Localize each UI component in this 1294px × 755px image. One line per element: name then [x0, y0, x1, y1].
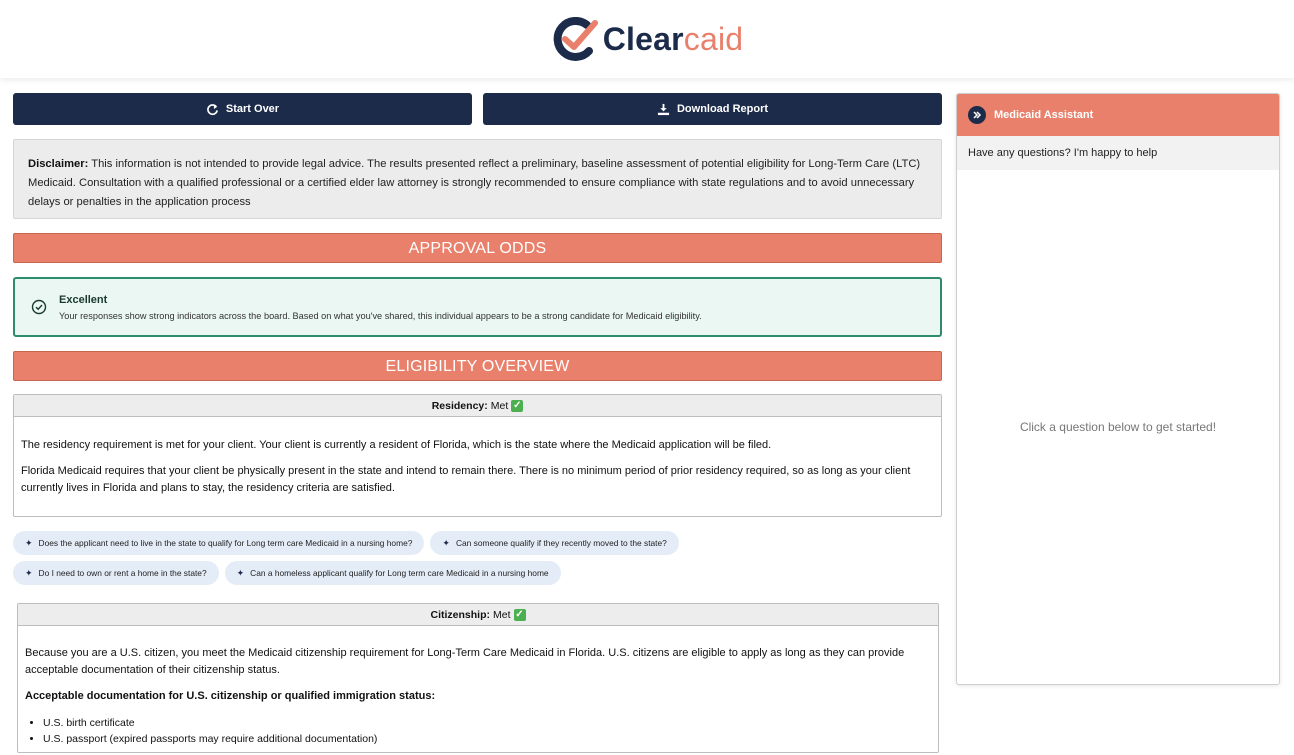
citizenship-paragraph: Because you are a U.S. citizen, you meet the Medicaid citizenship requirement for Long-Term Care Medicaid in Florida. U.S. citizens are eligible to apply as long as they can provide acceptable documentation of their citizenship status. — [25, 647, 905, 676]
question-chip-label: Do I need to own or rent a home in the state? — [38, 568, 207, 578]
assistant-empty-state: Click a question below to get started! — [1019, 420, 1217, 434]
approval-odds-result — [13, 277, 942, 337]
approval-status: Excellent — [59, 293, 108, 306]
assistant-header — [957, 94, 1279, 136]
approval-odds-header: APPROVAL ODDS — [13, 233, 942, 263]
assistant-greeting: Have any questions? I'm happy to help — [957, 136, 1279, 170]
citizenship-label: Citizenship: — [430, 608, 490, 621]
residency-questions — [13, 531, 773, 585]
residency-status: Met — [490, 399, 509, 412]
question-chip-label: Can someone qualify if they recently moved to the state? — [455, 538, 667, 548]
citizenship-docs-heading: Acceptable documentation for U.S. citizenship or qualified immigration status: — [25, 690, 436, 702]
residency-card — [13, 394, 942, 517]
list-item: • U.S. passport (expired passports may require additional documentation) — [43, 731, 930, 747]
redo-icon — [206, 103, 219, 116]
sparkle-icon: ✦ — [236, 567, 245, 578]
start-over-button[interactable] — [13, 93, 472, 125]
residency-paragraph: The residency requirement is met for your client. Your client is currently a resident of Florida, which is the state where the Medicaid application will be filed. — [21, 439, 772, 451]
citizenship-status: Met — [492, 608, 511, 621]
citizenship-card-body — [18, 626, 938, 755]
sparkle-icon: ✦ — [442, 537, 450, 548]
citizenship-card — [17, 603, 939, 753]
question-chip[interactable] — [13, 531, 424, 555]
start-over-label: Start Over — [225, 103, 280, 115]
question-chip[interactable] — [430, 531, 678, 555]
approval-description: Your responses show strong indicators across the board. Based on what you've shared, this individual appears to be a strong candidate for Medicaid eligibility. — [59, 310, 702, 321]
top-bar — [0, 0, 1294, 78]
assistant-title: Medicaid Assistant — [994, 109, 1094, 121]
medicaid-assistant-panel — [956, 93, 1280, 685]
citizenship-card-header — [18, 604, 938, 626]
question-chip[interactable] — [13, 561, 219, 585]
question-chip-label: Does the applicant need to live in the state to qualify for Long term care Medicaid in a nursing home? — [38, 538, 413, 548]
question-chip-label: Can a homeless applicant qualify for Long term care Medicaid in a nursing home — [250, 568, 549, 578]
action-buttons — [13, 93, 942, 125]
logo-wordmark — [603, 21, 744, 58]
citizenship-docs-list — [25, 715, 930, 747]
download-report-button[interactable] — [483, 93, 942, 125]
check-circle-icon — [31, 299, 47, 315]
check-mark-icon: ✓ — [513, 399, 522, 411]
logo-text-clear: Clear — [602, 20, 684, 57]
sparkle-icon: ✦ — [25, 567, 33, 578]
residency-card-body — [14, 417, 941, 516]
clearcaid-logo-icon — [551, 17, 599, 61]
disclaimer-text: This information is not intended to provide legal advice. The results presented reflect a preliminary, baseline assessment of potential eligibility for Long-Term Care (LTC) Medicaid. Consultation with a qualified professional or a certified elder law attorney is strongly recommended to ensure compliance with state regulations and to avoid unnecessary delays or penalties in the application process — [28, 158, 921, 208]
question-chip[interactable] — [225, 561, 561, 585]
residency-label: Residency: — [431, 399, 488, 412]
report-main — [13, 93, 942, 585]
logo-text-caid: caid — [683, 20, 744, 57]
list-item: • U.S. birth certificate — [43, 715, 930, 731]
clearcaid-logo[interactable] — [551, 17, 744, 61]
download-icon — [657, 103, 670, 116]
residency-card-header — [14, 395, 941, 417]
disclaimer-box — [13, 139, 942, 219]
disclaimer-label: Disclaimer: — [28, 158, 89, 170]
check-mark-icon: ✓ — [515, 608, 524, 620]
sparkle-icon: ✦ — [25, 537, 33, 548]
download-report-label: Download Report — [676, 103, 769, 115]
eligibility-overview-header: ELIGIBILITY OVERVIEW — [13, 351, 942, 381]
residency-paragraph: Florida Medicaid requires that your client be physically present in the state and intend to remain there. There is no minimum period of prior residency required, so as long as your client currently lives in Florida and plans to stay, the residency criteria are satisfied. — [21, 465, 911, 494]
assistant-arrow-icon — [968, 106, 986, 124]
